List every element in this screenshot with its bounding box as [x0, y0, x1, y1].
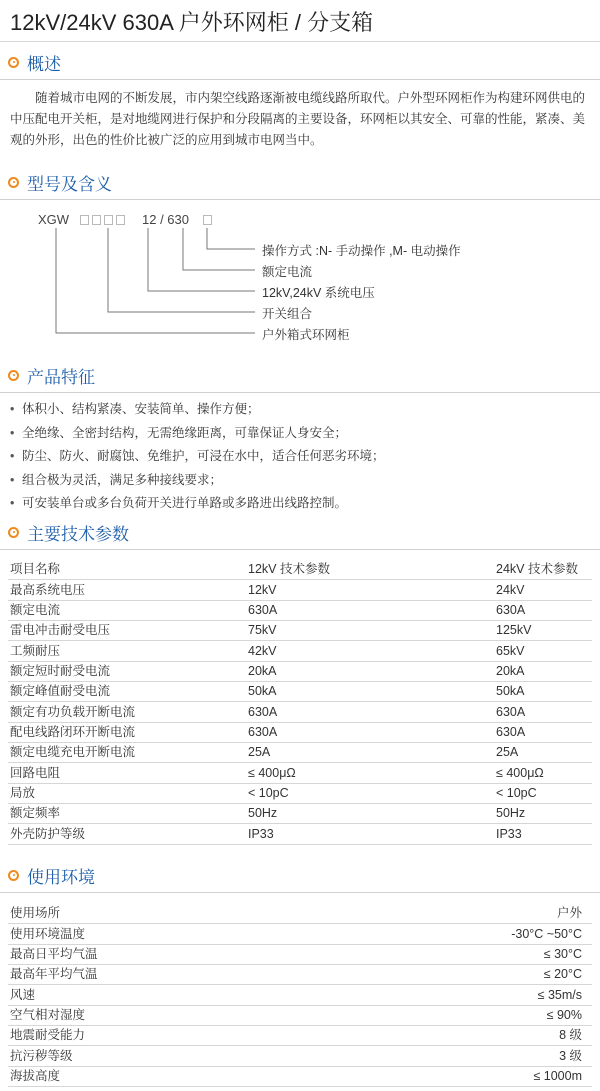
section-title-env: 使用环境 [27, 867, 95, 887]
table-cell: 12kV [246, 580, 494, 600]
table-cell: 20kA [494, 661, 592, 681]
section-header-env [8, 862, 95, 888]
table-cell: 最高系统电压 [8, 580, 246, 600]
environment-table [8, 904, 592, 1087]
section-header-features [8, 362, 95, 388]
table-row [8, 763, 592, 783]
table-row [8, 1046, 592, 1066]
table-row [8, 904, 592, 924]
table-cell: 20kA [246, 661, 494, 681]
table-cell: 抗污秽等级 [8, 1046, 311, 1066]
legend-operation: 操作方式 :N- 手动操作 ,M- 电动操作 [262, 244, 461, 258]
model-prefix: XGW [38, 212, 70, 227]
table-cell: 630A [494, 702, 592, 722]
table-row [8, 743, 592, 763]
table-row [8, 641, 592, 661]
table-cell: 使用环境温度 [8, 924, 311, 944]
model-rating: 12 / 630 [142, 212, 189, 227]
table-row [8, 580, 592, 600]
section-title-features: 产品特征 [27, 367, 95, 387]
table-cell: 额定有功负载开断电流 [8, 702, 246, 722]
table-cell: 户外 [311, 904, 592, 924]
table-row [8, 621, 592, 641]
table-cell: 工频耐压 [8, 641, 246, 661]
legend-combination: 开关组合 [262, 307, 313, 321]
table-cell: 630A [246, 702, 494, 722]
table-row [8, 560, 592, 580]
table-cell: 24kV 技术参数 [494, 560, 592, 580]
list-item: • 防尘、防火、耐腐蚀、免维护，可浸在水中，适合任何恶劣环境； [10, 445, 385, 469]
section-divider [0, 549, 600, 550]
table-cell: ≤ 35m/s [311, 985, 592, 1005]
table-cell: ≤ 400μΩ [494, 763, 592, 783]
list-item: • 全绝缘、全密封结构，无需绝缘距离，可靠保证人身安全； [10, 422, 385, 446]
table-cell: 额定短时耐受电流 [8, 661, 246, 681]
table-cell: 50Hz [494, 804, 592, 824]
table-cell: 配电线路闭环开断电流 [8, 722, 246, 742]
table-cell: 使用场所 [8, 904, 311, 924]
table-cell: 最高日平均气温 [8, 944, 311, 964]
table-cell: 空气相对湿度 [8, 1005, 311, 1025]
table-row [8, 924, 592, 944]
legend-voltage: 12kV,24kV 系统电压 [262, 286, 375, 300]
circle-bullet-icon [8, 527, 19, 538]
table-cell: 局放 [8, 783, 246, 803]
table-cell: 回路电阻 [8, 763, 246, 783]
table-row [8, 985, 592, 1005]
table-cell: 最高年平均气温 [8, 965, 311, 985]
table-cell: 额定频率 [8, 804, 246, 824]
leader-line-voltage [148, 228, 255, 291]
table-cell: 3 级 [311, 1046, 592, 1066]
table-cell: 12kV 技术参数 [246, 560, 494, 580]
overview-paragraph: 随着城市电网的不断发展，市内架空线路逐渐被电缆线路所取代。户外型环网柜作为构建环网供电的中压配电开关柜，是对地缆网进行保护和分段隔离的主要设备，环网柜以其安全、可靠的性能，紧凑、美观的外形，出色的性价比被广泛的应用到城市电网当中。 [10, 91, 586, 147]
table-cell: ≤ 400μΩ [246, 763, 494, 783]
table-cell: 50kA [246, 682, 494, 702]
table-row [8, 722, 592, 742]
table-cell: ≤ 20°C [311, 965, 592, 985]
table-cell: IP33 [246, 824, 494, 844]
params-table [8, 560, 592, 845]
table-cell: < 10pC [246, 783, 494, 803]
table-cell: 额定峰值耐受电流 [8, 682, 246, 702]
table-row [8, 1066, 592, 1086]
section-divider [0, 892, 600, 893]
table-cell: 项目名称 [8, 560, 246, 580]
table-cell: 65kV [494, 641, 592, 661]
table-cell: 630A [246, 722, 494, 742]
table-row [8, 944, 592, 964]
table-cell: 630A [494, 600, 592, 620]
table-row [8, 682, 592, 702]
table-row [8, 965, 592, 985]
table-cell: -30°C ~50°C [311, 924, 592, 944]
table-cell: 75kV [246, 621, 494, 641]
table-cell: 25A [246, 743, 494, 763]
table-cell: < 10pC [494, 783, 592, 803]
circle-bullet-icon [8, 370, 19, 381]
table-cell: ≤ 1000m [311, 1066, 592, 1086]
table-cell: 额定电缆充电开断电流 [8, 743, 246, 763]
table-row [8, 1026, 592, 1046]
section-header-params [8, 519, 129, 545]
table-cell: 额定电流 [8, 600, 246, 620]
table-cell: 630A [494, 722, 592, 742]
legend-current: 额定电流 [262, 265, 313, 279]
table-row [8, 783, 592, 803]
table-cell: 50kA [494, 682, 592, 702]
table-cell: 地震耐受能力 [8, 1026, 311, 1046]
table-cell: 42kV [246, 641, 494, 661]
table-cell: 50Hz [246, 804, 494, 824]
legend-type: 户外箱式环网柜 [262, 328, 350, 342]
table-cell: IP33 [494, 824, 592, 844]
section-title-overview: 概述 [27, 54, 61, 74]
table-cell: 外壳防护等级 [8, 824, 246, 844]
table-cell: 海拔高度 [8, 1066, 311, 1086]
section-title-params: 主要技术参数 [27, 524, 129, 544]
table-cell: ≤ 90% [311, 1005, 592, 1025]
table-cell: 风速 [8, 985, 311, 1005]
list-item: • 组合极为灵活，满足多种接线要求； [10, 469, 385, 493]
table-row [8, 661, 592, 681]
table-row [8, 1005, 592, 1025]
feature-list [10, 398, 385, 516]
table-cell: 125kV [494, 621, 592, 641]
list-item: • 可安装单台或多台负荷开关进行单路或多路进出线路控制。 [10, 492, 385, 516]
table-row [8, 600, 592, 620]
leader-line-operation [207, 228, 255, 249]
table-cell: 8 级 [311, 1026, 592, 1046]
section-title-model: 型号及含义 [27, 174, 112, 194]
table-cell: 630A [246, 600, 494, 620]
section-divider [0, 392, 600, 393]
circle-bullet-icon [8, 870, 19, 881]
table-cell: 25A [494, 743, 592, 763]
table-row [8, 804, 592, 824]
table-cell: 雷电冲击耐受电压 [8, 621, 246, 641]
table-cell: ≤ 30°C [311, 944, 592, 964]
page-title: 12kV/24kV 630A 户外环网柜 / 分支箱 [10, 10, 374, 35]
list-item: • 体积小、结构紧凑、安装简单、操作方便； [10, 398, 385, 422]
table-cell: 24kV [494, 580, 592, 600]
table-row [8, 702, 592, 722]
table-row [8, 824, 592, 844]
leader-line-type [56, 228, 255, 333]
